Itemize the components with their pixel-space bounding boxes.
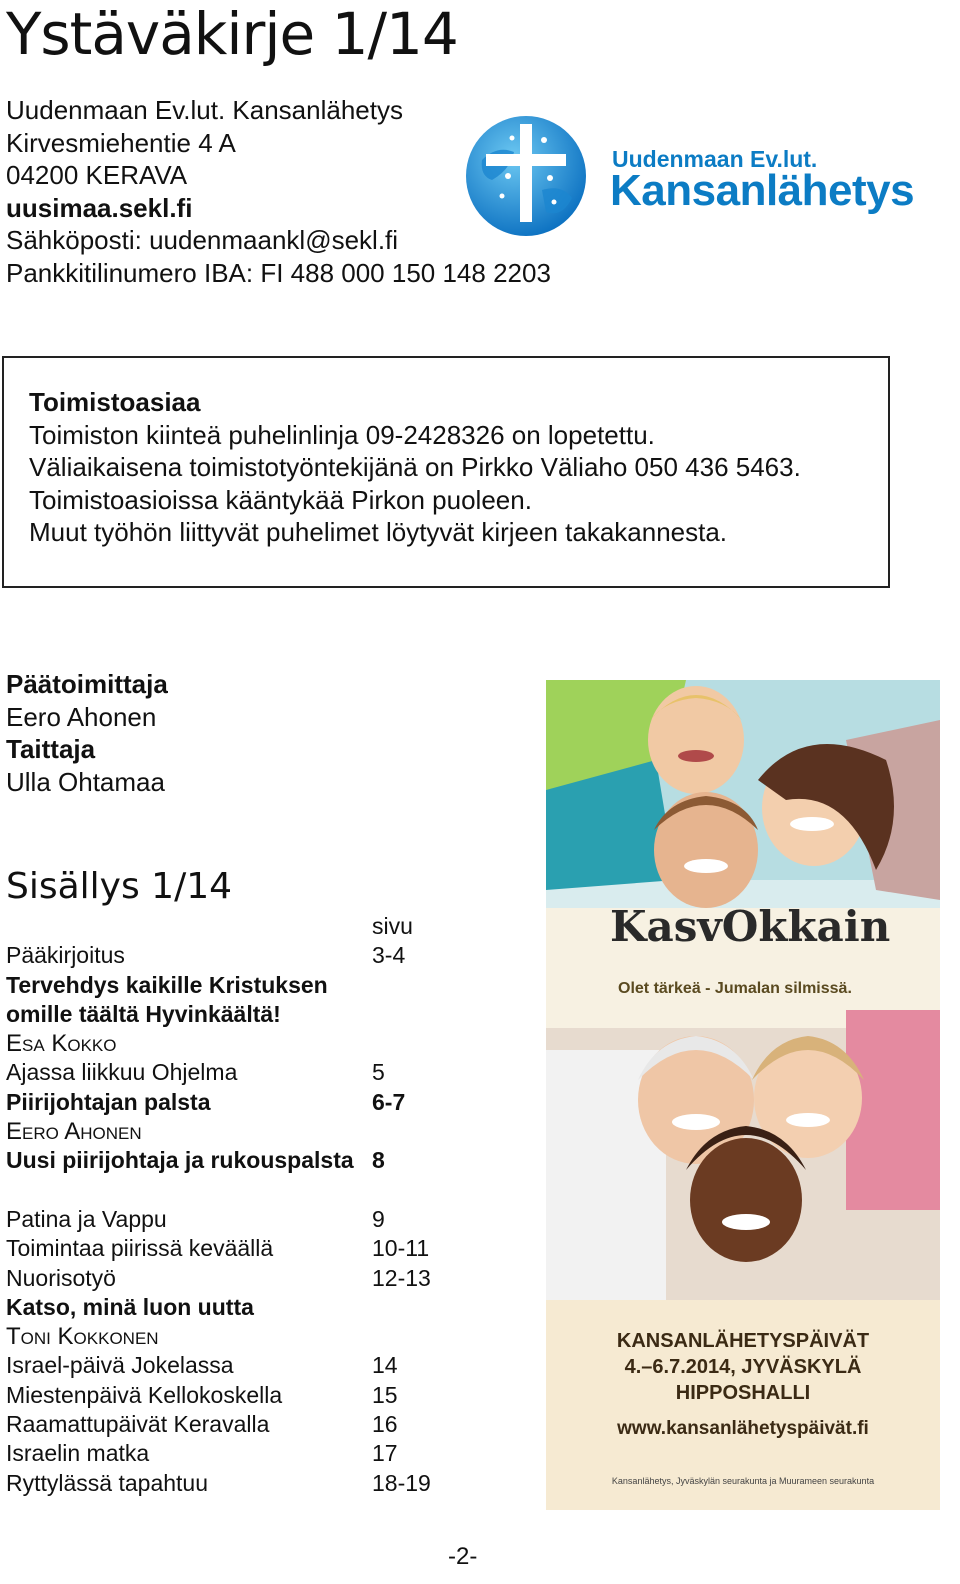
toc-title: Nuorisotyö bbox=[6, 1264, 116, 1291]
toc-page-number: 5 bbox=[372, 1059, 385, 1086]
toc-page-number: 10-11 bbox=[372, 1235, 430, 1262]
toc-title: Raamattupäivät Keravalla bbox=[6, 1411, 270, 1438]
toc-row bbox=[6, 1351, 436, 1380]
toc-author: Eero Ahonen bbox=[6, 1118, 142, 1146]
layout-name: Ulla Ohtamaa bbox=[6, 766, 165, 797]
editor-name: Eero Ahonen bbox=[6, 701, 157, 732]
editor-label: Päätoimittaja bbox=[6, 669, 168, 699]
poster-event-name: KANSANLÄHETYSPÄIVÄT bbox=[616, 1330, 870, 1352]
organization-name: Uudenmaan Ev.lut. Kansanlähetys bbox=[6, 95, 403, 125]
toc-row bbox=[6, 941, 436, 970]
toc-title: Toimintaa piirissä keväällä bbox=[6, 1235, 274, 1262]
toc-author: Esa Kokko bbox=[6, 1030, 117, 1058]
bank-account: Pankkitilinumero IBA: FI 488 000 150 148 2203 bbox=[6, 257, 551, 288]
toc-title: Pääkirjoitus bbox=[6, 942, 125, 969]
toc-page-number: 18-19 bbox=[372, 1469, 431, 1496]
office-notice-line: Toimistoasioissa kääntykää Pirkon puoleen. bbox=[29, 484, 532, 515]
poster-event-dates: 4.–6.7.2014, JYVÄSKYLÄ bbox=[624, 1356, 862, 1378]
toc-row bbox=[6, 1264, 436, 1293]
toc-title: Katso, minä luon uutta bbox=[6, 1293, 254, 1320]
office-notice-box bbox=[2, 356, 890, 588]
toc-row bbox=[6, 1117, 436, 1146]
toc-row bbox=[6, 1410, 436, 1439]
toc-row bbox=[6, 1293, 436, 1322]
page-number: -2- bbox=[448, 1543, 478, 1570]
toc-row bbox=[6, 1029, 436, 1058]
poster-url[interactable]: www.kansanlähetyspäivät.fi bbox=[617, 1418, 869, 1439]
toc-row bbox=[6, 1469, 436, 1498]
organization-logo bbox=[462, 110, 942, 240]
poster-tagline: Olet tärkeä - Jumalan silmissä. bbox=[618, 980, 852, 997]
toc-title: omille täältä Hyvinkäältä! bbox=[6, 1000, 281, 1027]
toc-row bbox=[6, 912, 436, 941]
toc-page-number: 15 bbox=[372, 1381, 398, 1408]
toc-spacer bbox=[6, 1176, 436, 1205]
contents-title: Sisällys 1/14 bbox=[6, 866, 233, 907]
toc-page-number: 17 bbox=[372, 1440, 398, 1467]
toc-page-number: 12-13 bbox=[372, 1264, 431, 1291]
toc-page-number: 6-7 bbox=[372, 1088, 406, 1115]
office-notice-line: Väliaikaisena toimistotyöntekijänä on Pirkko Väliaho 050 436 5463. bbox=[29, 452, 801, 482]
logo-line-2: Kansanlähetys bbox=[610, 166, 915, 215]
globe-cross-icon bbox=[462, 110, 592, 240]
toc-page-number: 16 bbox=[372, 1411, 398, 1438]
toc-title: Ryttylässä tapahtuu bbox=[6, 1469, 209, 1496]
office-notice-line: Toimiston kiinteä puhelinlinja 09-2428326 on lopetettu. bbox=[29, 419, 655, 450]
toc-title: Patina ja Vappu bbox=[6, 1205, 167, 1232]
toc-row bbox=[6, 1234, 436, 1263]
toc-row bbox=[6, 1088, 436, 1117]
toc-title: Israel-päivä Jokelassa bbox=[6, 1352, 234, 1379]
staff-credits bbox=[6, 668, 168, 798]
toc-page-number: 9 bbox=[372, 1205, 385, 1232]
toc-page-number: 8 bbox=[372, 1147, 385, 1174]
toc-title: Tervehdys kaikille Kristuksen bbox=[6, 971, 328, 998]
poster-fine-print: Kansanlähetys, Jyväskylän seurakunta ja Muurameen seurakunta bbox=[611, 1476, 875, 1486]
logo-line-1: Uudenmaan Ev.lut. bbox=[612, 146, 818, 172]
toc-row bbox=[6, 1439, 436, 1468]
website-link[interactable]: uusimaa.sekl.fi bbox=[6, 192, 193, 223]
toc-title: Ajassa liikkuu Ohjelma bbox=[6, 1059, 238, 1086]
poster-event-venue: HIPPOSHALLI bbox=[675, 1382, 811, 1404]
toc-row bbox=[6, 1205, 436, 1234]
office-notice-line: Muut työhön liittyvät puhelimet löytyvät kirjeen takakannesta. bbox=[29, 517, 728, 547]
toc-row bbox=[6, 1146, 436, 1175]
toc-row bbox=[6, 1000, 436, 1029]
toc-row bbox=[6, 1381, 436, 1410]
toc-row bbox=[6, 971, 436, 1000]
event-poster bbox=[546, 680, 940, 1510]
poster-brand: KasvOkkain bbox=[610, 902, 891, 951]
toc-title: Israelin matka bbox=[6, 1440, 150, 1467]
page-title: Ystäväkirje 1/14 bbox=[6, 0, 458, 68]
toc-author: Toni Kokkonen bbox=[6, 1323, 159, 1351]
street-address: Kirvesmiehentie 4 A bbox=[6, 127, 236, 158]
office-notice-heading: Toimistoasiaa bbox=[29, 387, 201, 417]
email-line[interactable]: Sähköposti: uudenmaankl@sekl.fi bbox=[6, 225, 399, 255]
layout-label: Taittaja bbox=[6, 734, 96, 764]
toc-row bbox=[6, 1322, 436, 1351]
postal-city: 04200 KERAVA bbox=[6, 160, 188, 190]
toc-title: Miestenpäivä Kellokoskella bbox=[6, 1381, 283, 1408]
toc-page-number: 3-4 bbox=[372, 942, 406, 969]
toc-title: Piirijohtajan palsta bbox=[6, 1088, 211, 1115]
table-of-contents bbox=[6, 912, 436, 1498]
toc-page-number: sivu bbox=[372, 913, 413, 939]
toc-page-number: 14 bbox=[372, 1352, 398, 1379]
toc-row bbox=[6, 1058, 436, 1087]
toc-title: Uusi piirijohtaja ja rukouspalsta bbox=[6, 1147, 354, 1174]
